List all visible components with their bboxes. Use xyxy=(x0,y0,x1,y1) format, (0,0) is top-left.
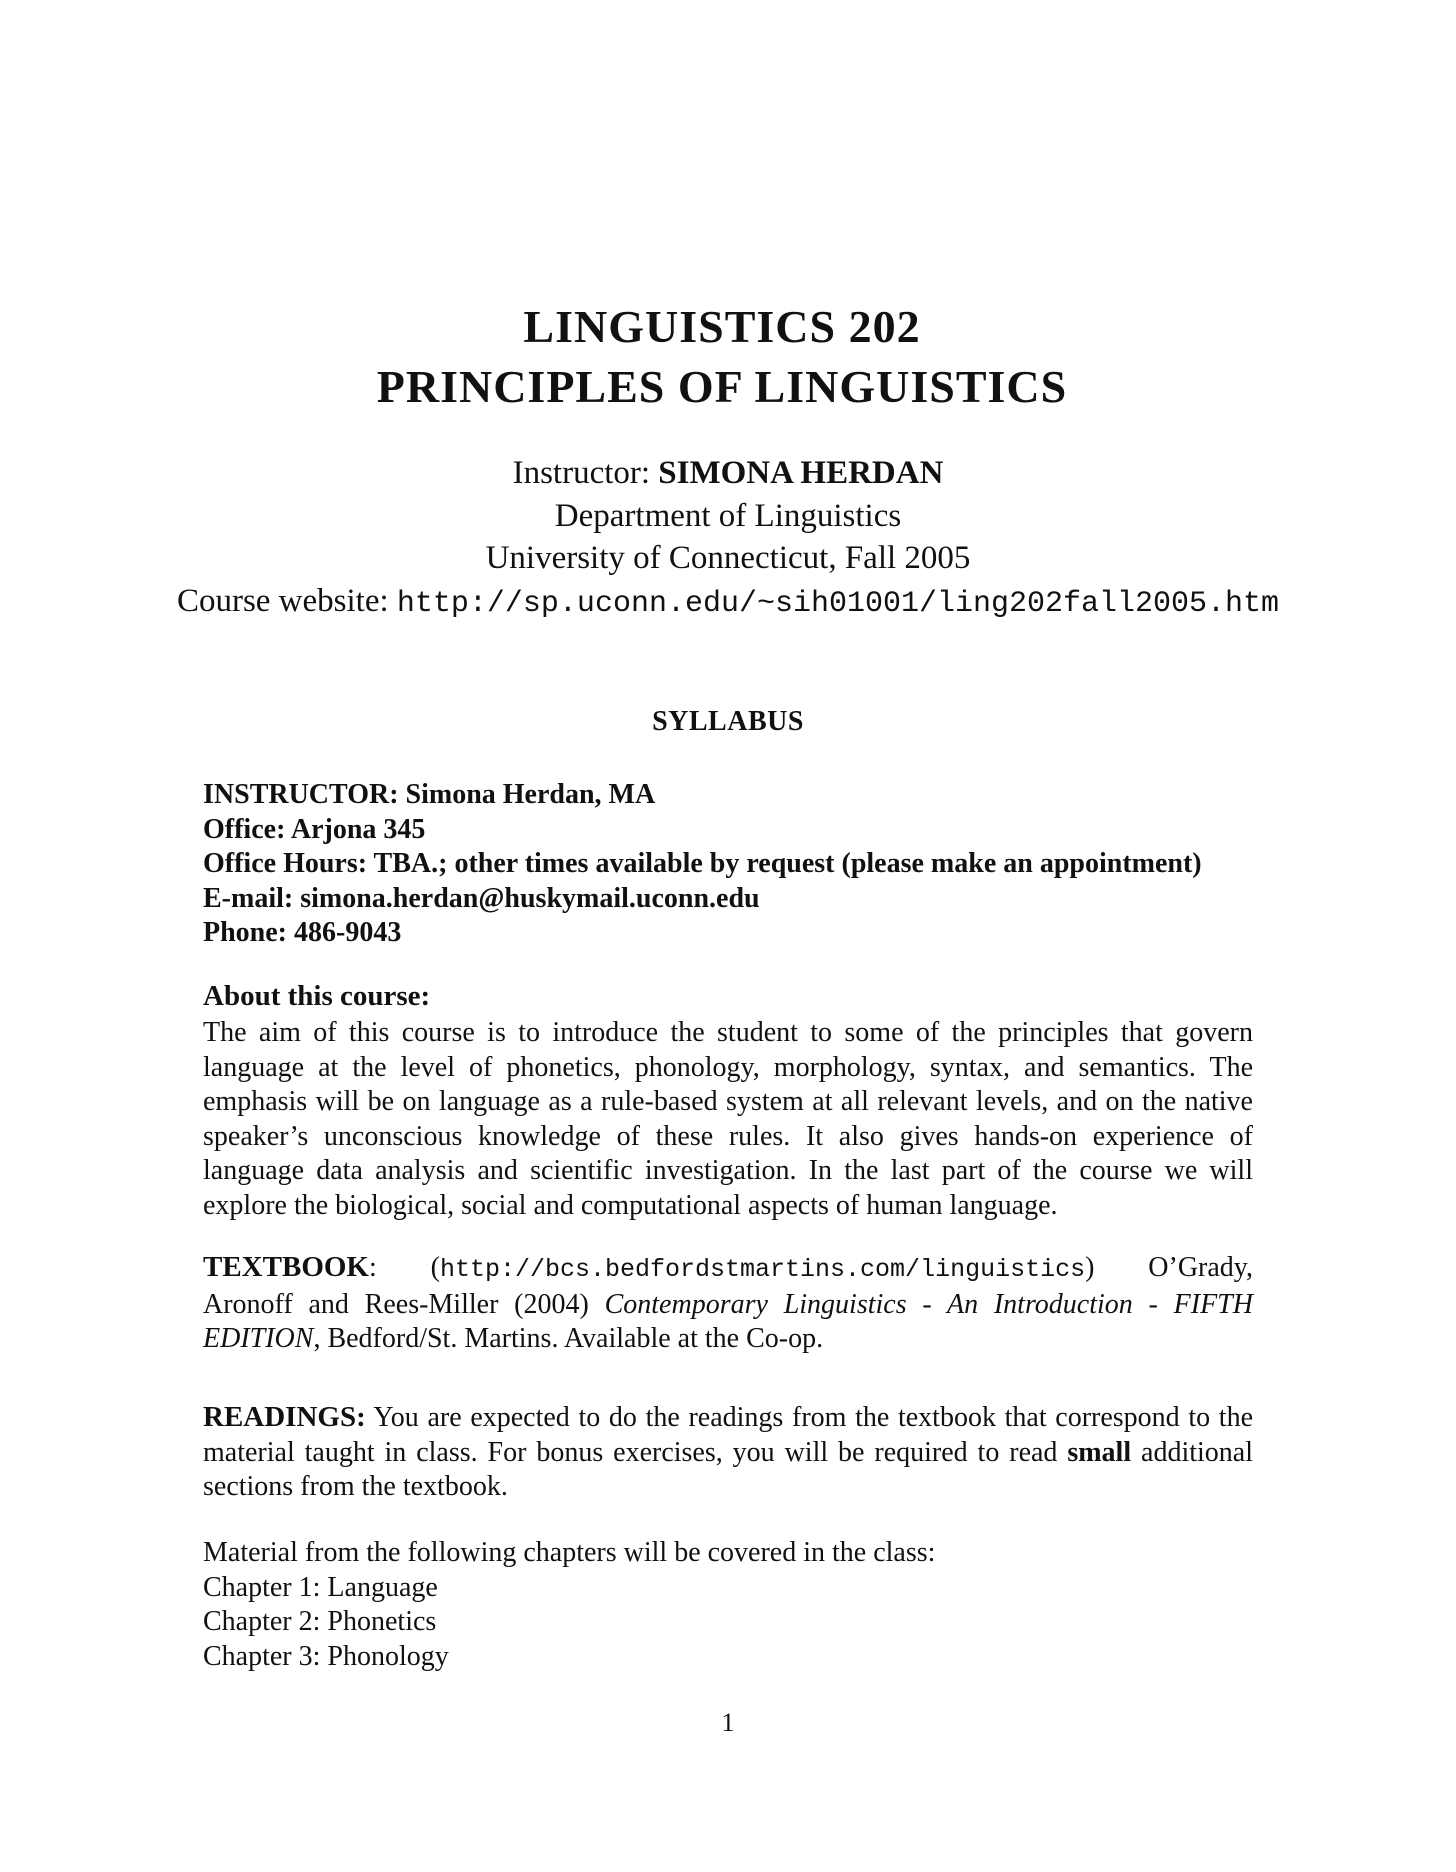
about-paragraph: The aim of this course is to introduce the student to some of the principles that govern language at the level of phonetics, phonology, morphology, syntax, and semantics. The emphasis will be on language as a rule-based system at all relevant levels, and on the native speaker’s unconscious knowledge of these rules. It also gives hands-on experience of language data analysis and scientific investigation. In the last part of the course we will explore the biological, social and computational aspects of human language. xyxy=(203,1017,1253,1221)
syllabus-heading: SYLLABUS xyxy=(652,706,804,737)
chapter-item: Chapter 2: Phonetics xyxy=(203,1606,437,1637)
instructor-line xyxy=(0,452,1456,494)
readings-paragraph xyxy=(203,1400,1253,1505)
material-intro: Material from the following chapters will be covered in the class: xyxy=(203,1537,936,1568)
contact-instructor: INSTRUCTOR: Simona Herdan, MA xyxy=(203,779,656,810)
textbook-label: TEXTBOOK xyxy=(203,1251,369,1283)
textbook-publisher: , Bedford/St. Martins. Available at the Co-op. xyxy=(313,1323,824,1355)
instructor-label: Instructor: xyxy=(512,455,659,491)
chapter-item: Chapter 1: Language xyxy=(203,1571,438,1603)
textbook-authors: ) O’Grady, Aronoff and Rees-Miller (2004) xyxy=(203,1252,1253,1320)
page-number: 1 xyxy=(721,1708,735,1737)
readings-text-after: additional sections from the textbook. xyxy=(203,1436,1253,1503)
contact-email: E-mail: simona.herdan@huskymail.uconn.edu xyxy=(203,882,760,914)
course-name-title: PRINCIPLES OF LINGUISTICS xyxy=(376,361,1068,412)
contact-info xyxy=(203,778,1363,951)
contact-phone: Phone: 486-9043 xyxy=(203,917,402,948)
university-line: University of Connecticut, Fall 2005 xyxy=(485,540,971,576)
course-number-title: LINGUISTICS 202 xyxy=(523,301,921,352)
textbook-open: : ( xyxy=(369,1252,440,1283)
website-url: http://sp.uconn.edu/~sih01001/ling202fall2005.htm xyxy=(396,587,1280,621)
readings-emphasis: small xyxy=(1067,1436,1132,1468)
readings-label: READINGS: xyxy=(203,1401,366,1433)
material-list xyxy=(203,1536,1363,1674)
contact-office-hours: Office Hours: TBA.; other times available by request (please make an appointment) xyxy=(203,848,1202,879)
website-label: Course website: xyxy=(176,583,397,619)
textbook-url: http://bcs.bedfordstmartins.com/linguistics xyxy=(439,1255,1086,1284)
textbook-paragraph xyxy=(203,1250,1253,1357)
chapter-item: Chapter 3: Phonology xyxy=(203,1640,449,1672)
textbook-title: Contemporary Linguistics - An Introduction - FIFTH EDITION xyxy=(203,1288,1253,1355)
department-line: Department of Linguistics xyxy=(554,498,902,534)
website-line xyxy=(0,580,1456,625)
instructor-name: SIMONA HERDAN xyxy=(658,455,944,491)
contact-office: Office: Arjona 345 xyxy=(203,813,426,845)
about-heading: About this course: xyxy=(203,980,431,1012)
readings-text-before: You are expected to do the readings from the textbook that correspond to the material taught in class. For bonus exercises, you will be required to read xyxy=(203,1402,1253,1468)
